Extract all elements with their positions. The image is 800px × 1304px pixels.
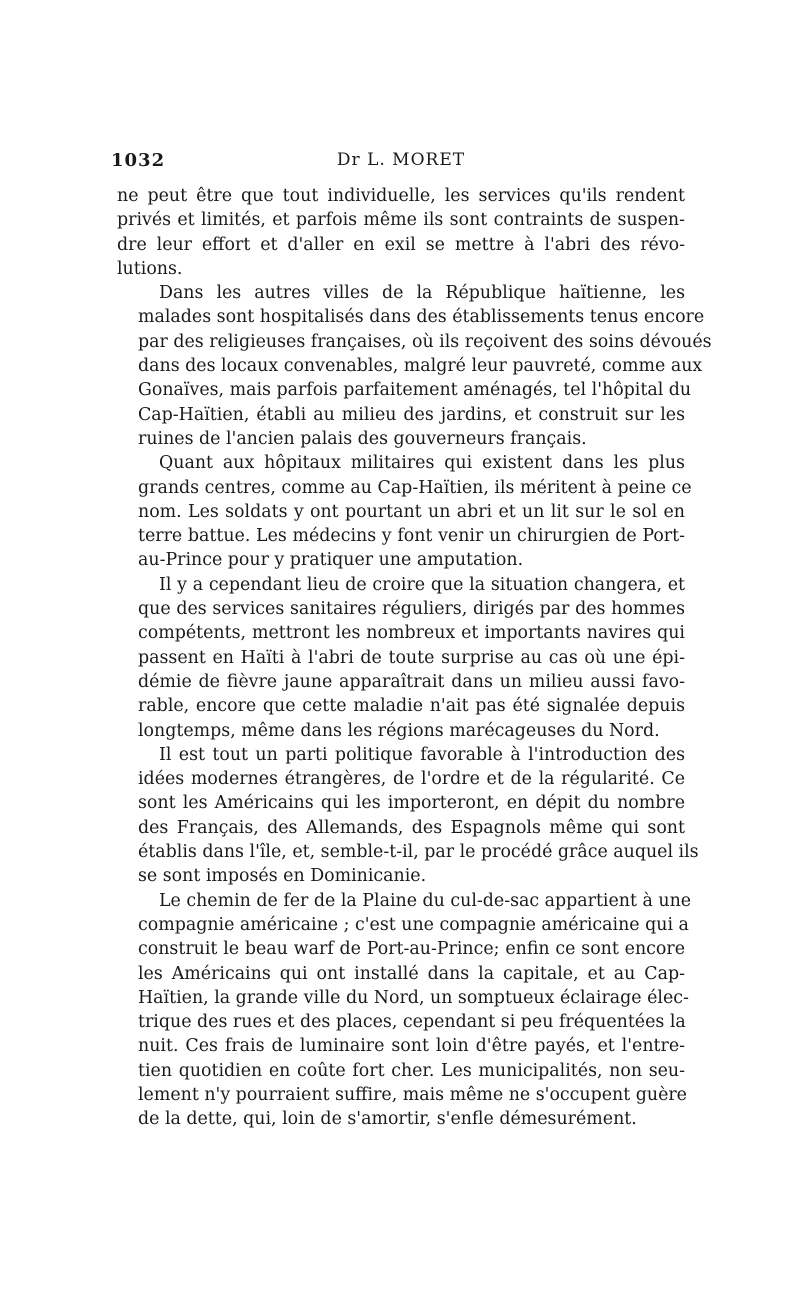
text-line: Quant aux hôpitaux militaires qui existent dans les plus [159, 453, 685, 474]
text-line: ruines de l'ancien palais des gouverneurs français. [138, 428, 587, 449]
body-text [117, 184, 712, 1132]
text-line: que des services sanitaires réguliers, dirigés par des hommes [138, 599, 685, 620]
book-page [111, 150, 712, 1132]
text-line: démie de fièvre jaune apparaîtrait dans un milieu aussi favo- [138, 671, 685, 692]
text-line: terre battue. Les médecins y font venir un chirurgien de Port- [138, 526, 685, 547]
text-line: trique des rues et des places, cependant si peu fréquentées la [138, 1012, 686, 1033]
text-line: lement n'y pourraient suffire, mais même ne s'occupent guère [138, 1084, 687, 1105]
text-line: les Américains qui ont installé dans la capitale, et au Cap- [138, 963, 685, 984]
text-line: Dans les autres villes de la République haïtienne, les [159, 283, 685, 304]
text-line: Gonaïves, mais parfois parfaitement aménagés, tel l'hôpital du [138, 380, 692, 401]
paragraph-4 [117, 573, 685, 743]
text-line: passent en Haïti à l'abri de toute surprise au cas où une épi- [138, 647, 685, 668]
paragraph-5 [117, 743, 699, 889]
text-line: établis dans l'île, et, semble-t-il, par le procédé grâce auquel ils [138, 842, 699, 863]
text-line: rable, encore que cette maladie n'ait pas été signalée depuis [138, 696, 685, 717]
text-line: tien quotidien en coûte fort cher. Les municipalités, non seu- [138, 1060, 685, 1081]
paragraph-2 [117, 281, 712, 451]
text-line: au-Prince pour y pratiquer une amputation. [138, 550, 524, 571]
text-line: Cap-Haïtien, établi au milieu des jardins, et construit sur les [138, 404, 685, 425]
paragraph-6 [117, 889, 692, 1132]
paragraph-3 [117, 451, 692, 572]
text-line: Il est tout un parti politique favorable à l'introduction des [159, 744, 685, 765]
text-line: construit le beau warf de Port-au-Prince; enfin ce sont encore [138, 939, 685, 960]
running-head: Dr L. MORET [336, 150, 466, 170]
text-line: grands centres, comme au Cap-Haïtien, ils méritent à peine ce [138, 477, 692, 498]
text-line: sont les Américains qui les importeront, en dépit du nombre [138, 793, 685, 814]
text-line: lutions. [117, 258, 183, 279]
text-line: dans des locaux convenables, malgré leur pauvreté, comme aux [138, 356, 703, 377]
text-line: Haïtien, la grande ville du Nord, un somptueux éclairage élec- [138, 987, 689, 1008]
text-line: ne peut être que tout individuelle, les services qu'ils rendent [117, 186, 685, 206]
page-header [111, 150, 685, 178]
text-line: idées modernes étrangères, de l'ordre et de la régularité. Ce [138, 769, 685, 790]
text-line: compagnie américaine ; c'est une compagnie américaine qui a [138, 914, 689, 935]
text-line: des Français, des Allemands, des Espagnols même qui sont [138, 817, 685, 838]
paragraph-1 [117, 184, 685, 281]
text-line: malades sont hospitalisés dans des établissements tenus encore [138, 307, 705, 328]
text-line: Le chemin de fer de la Plaine du cul-de-sac appartient à une [159, 890, 692, 911]
text-line: longtemps, même dans les régions marécageuses du Nord. [138, 720, 660, 741]
text-line: Il y a cependant lieu de croire que la situation changera, et [159, 574, 685, 595]
page-number: 1032 [111, 150, 166, 171]
text-line: privés et limités, et parfois même ils sont contraints de suspen- [117, 210, 685, 231]
text-line: se sont imposés en Dominicanie. [138, 866, 427, 887]
text-line: nuit. Ces frais de luminaire sont loin d'être payés, et l'entre- [138, 1036, 685, 1057]
text-line: compétents, mettront les nombreux et importants navires qui [138, 623, 685, 644]
text-line: de la dette, qui, loin de s'amortir, s'enfle démesurément. [138, 1109, 637, 1130]
text-line: nom. Les soldats y ont pourtant un abri et un lit sur le sol en [138, 501, 685, 522]
text-line: dre leur effort et d'aller en exil se mettre à l'abri des révo- [117, 234, 685, 255]
text-line: par des religieuses françaises, où ils reçoivent des soins dévoués [138, 331, 712, 352]
